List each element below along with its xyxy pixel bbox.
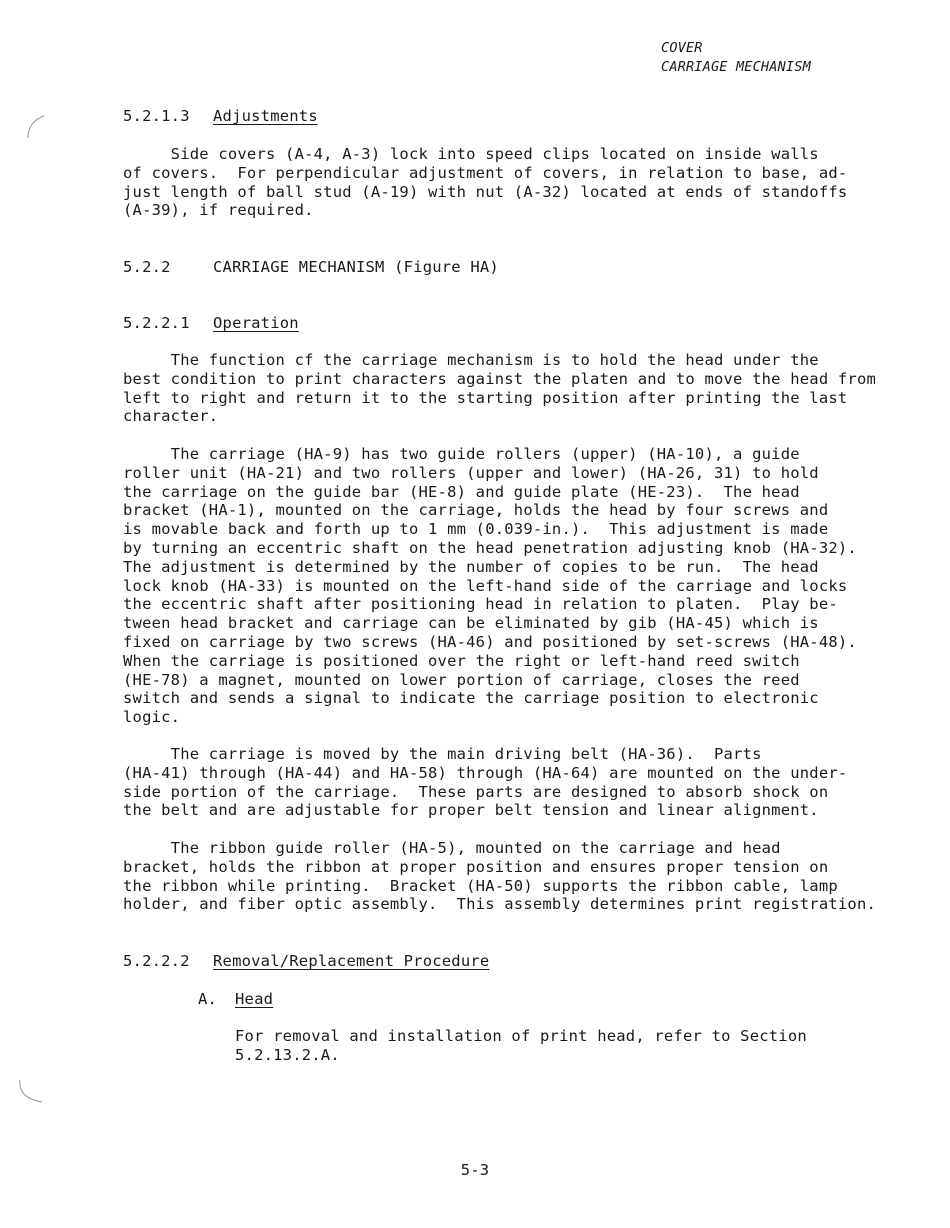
section-title: Removal/Replacement Procedure <box>213 952 490 970</box>
subsection-letter: A. <box>198 990 218 1008</box>
section-heading-5213 <box>123 107 318 125</box>
binder-hole-mark-bottom <box>14 1076 54 1106</box>
section-heading-5221 <box>123 314 299 332</box>
operation-paragraph-4: The ribbon guide roller (HA-5), mounted on the carriage and head bracket, holds the ribbon at proper position and ensures proper tension on the ribbon while printing. Bracket (HA-50) supports the ribbon cable, lamp holder, and fiber optic assembly. This assembly determines print registration. <box>123 839 877 914</box>
section-heading-522 <box>123 258 499 276</box>
section-number: 5.2.2 <box>123 258 171 276</box>
subsection-title: Head <box>235 990 274 1008</box>
section-number: 5.2.1.3 <box>123 107 190 125</box>
section-number: 5.2.2.1 <box>123 314 190 332</box>
subsection-a-text: For removal and installation of print head, refer to Section 5.2.13.2.A. <box>235 1027 807 1064</box>
running-header <box>661 39 811 77</box>
header-line-2: CARRIAGE MECHANISM <box>661 59 811 75</box>
page-number: 5-3 <box>460 1161 490 1179</box>
section-heading-5222 <box>123 952 489 970</box>
subsection-heading-a <box>198 990 273 1008</box>
section-title: Operation <box>213 314 299 332</box>
operation-paragraph-3: The carriage is moved by the main driving belt (HA-36). Parts (HA-41) through (HA-44) and HA-58) through (HA-64) are mounted on the under- side portion of the carriage. These parts are designed to absorb shock on the belt and are adjustable for proper belt tension and linear alignment. <box>123 745 848 820</box>
header-line-1: COVER <box>661 40 703 56</box>
adjustments-paragraph: Side covers (A-4, A-3) lock into speed clips located on inside walls of covers. For perpendicular adjustment of covers, in relation to base, ad- just length of ball stud (A-19) with nut (A-32) located at ends of standoffs (A-39), if required. <box>123 145 848 220</box>
operation-paragraph-1: The function cf the carriage mechanism is to hold the head under the best condition to print characters against the platen and to move the head from left to right and return it to the starting position after printing the last character. <box>123 351 877 426</box>
section-title: Adjustments <box>213 107 318 125</box>
section-title: CARRIAGE MECHANISM (Figure HA) <box>213 258 499 276</box>
binder-hole-mark-top <box>22 112 52 142</box>
section-number: 5.2.2.2 <box>123 952 190 970</box>
operation-paragraph-2: The carriage (HA-9) has two guide rollers (upper) (HA-10), a guide roller unit (HA-21) and two rollers (upper and lower) (HA-26, 31) to hold the carriage on the guide bar (HE-8) and guide plate (HE-23). The head bracket (HA-1), mounted on the carriage, holds the head by four screws and is movable back and forth up to 1 mm (0.039-in.). This adjustment is made by turning an eccentric shaft on the head penetration adjusting knob (HA-32). The adjustment is determined by the number of copies to be run. The head lock knob (HA-33) is mounted on the left-hand side of the carriage and locks the eccentric shaft after positioning head in relation to platen. Play be- tween head bracket and carriage can be eliminated by gib (HA-45) which is fixed on carriage by two screws (HA-46) and positioned by set-screws (HA-48). When the carriage is positioned over the right or left-hand reed switch (HE-78) a magnet, mounted on lower portion of carriage, closes the reed switch and sends a signal to indicate the carriage position to electronic logic. <box>123 445 857 727</box>
